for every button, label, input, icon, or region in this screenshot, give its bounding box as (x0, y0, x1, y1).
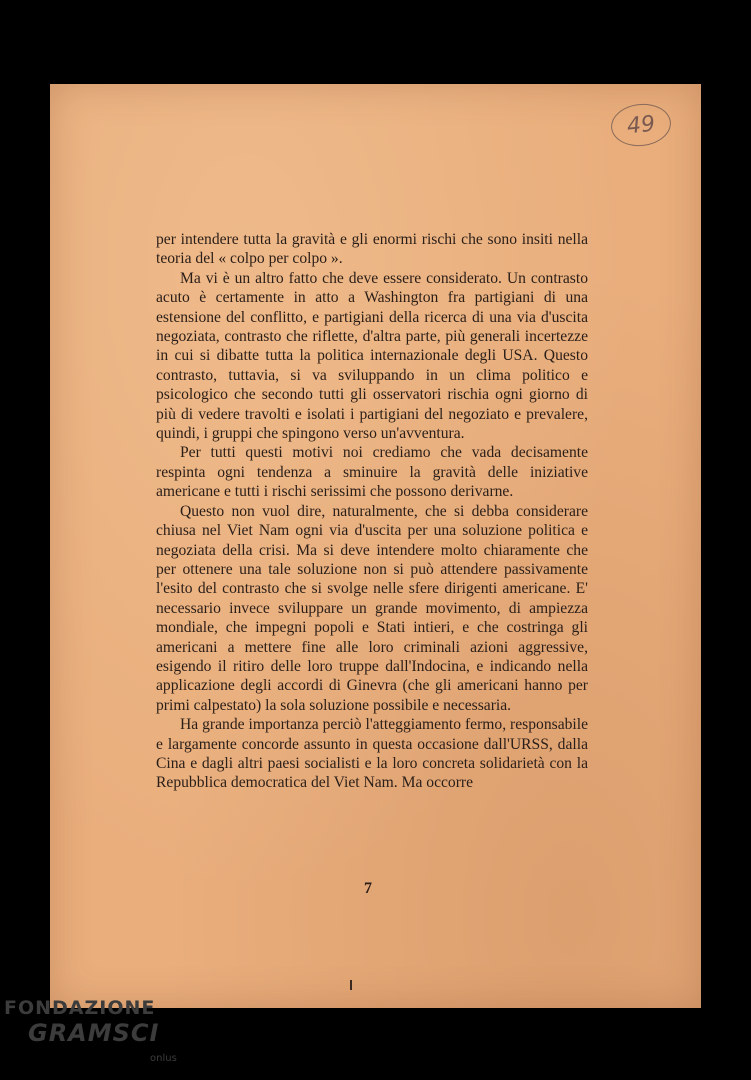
paragraph: Per tutti questi motivi noi crediamo che vada decisamente respinta ogni tendenza a sminuire la gravità delle iniziative americane e tutti i rischi serissimi che possono derivarne. (156, 444, 588, 501)
body-text (156, 230, 588, 793)
paragraph: Ha grande importanza perciò l'atteggiamento fermo, responsabile e largamente concorde assunto in questa occasione dall'URSS, dalla Cina e dagli altri paesi socialisti e la loro concreta solidarietà con la Repubblica democratica del Viet Nam. Ma occorre (156, 716, 588, 792)
archive-number-stamp: 49 (609, 101, 673, 149)
watermark-line3: onlus (150, 1053, 177, 1064)
paragraph: per intendere tutta la gravità e gli enormi rischi che sono insiti nella teoria del « colpo per colpo ». (156, 231, 588, 268)
paragraph: Questo non vuol dire, naturalmente, che si debba considerare chiusa nel Viet Nam ogni via d'uscita per una soluzione politica e negoziata della crisi. Ma si deve intendere molto chiaramente che per ottenere una tale soluzione non si può attendere passivamente l'esito del contrasto che si svolge nelle sfere dirigenti americane. E' necessario invece sviluppare un grande movimento, di ampiezza mondiale, che impegni popoli e Stati intieri, e che costringa gli americani a mettere fine alle loro criminali azioni aggressive, esigendo il ritiro delle loro truppe dall'Indocina, e indicando nella applicazione degli accordi di Ginevra (che gli americani hanno per primi calpestato) la sola soluzione possibile e necessaria. (156, 502, 588, 714)
watermark-logo (0, 995, 200, 1075)
paragraph: Ma vi è un altro fatto che deve essere considerato. Un contrasto acuto è certamente in atto a Washington fra partigiani di una estensione del conflitto, e partigiani della ricerca di una via d'uscita negoziata, contrasto che riflette, d'altra parte, più generali incertezze in cui si dibatte tutta la politica internazionale degli USA. Questo contrasto, tuttavia, si va sviluppando in un clima politico e psicologico che secondo tutti gli osservatori rischia ogni giorno di più di vedere travolti e isolati i partigiani del negoziato e prevalere, quindi, i gruppi che spingono verso un'avventura. (156, 269, 588, 443)
watermark-line2: GRAMSCI (28, 1019, 160, 1047)
stray-pen-mark (350, 980, 352, 990)
page-number: 7 (364, 880, 372, 897)
watermark-line1: FONDAZIONE (4, 997, 156, 1019)
